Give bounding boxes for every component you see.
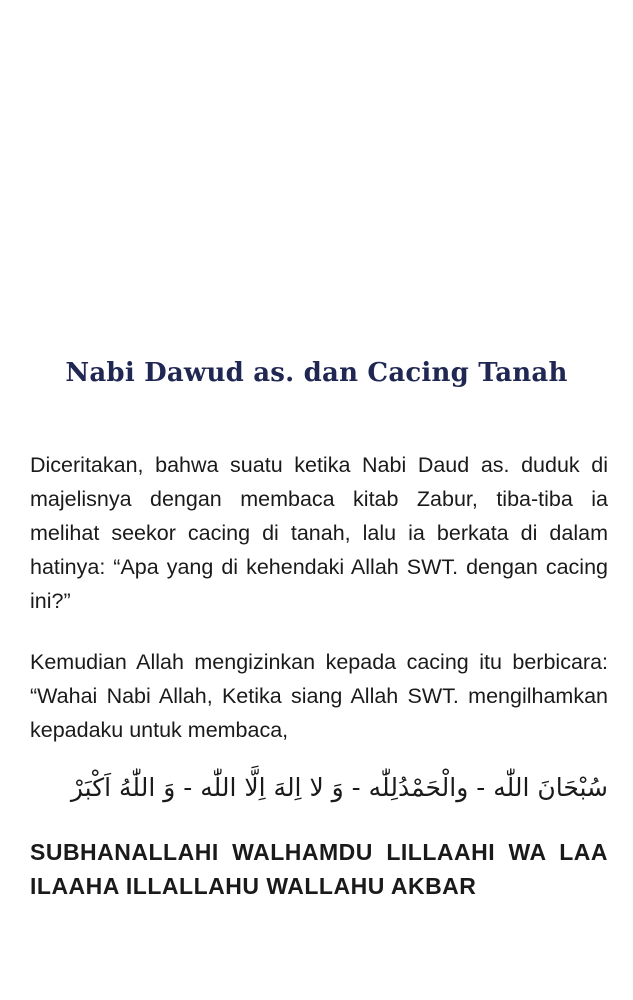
story-paragraph-1: Diceritakan, bahwa suatu ketika Nabi Daud as. duduk di majelisnya dengan membaca kitab Zabur, tiba-tiba ia melihat seekor cacing di tanah, lalu ia berkata di dalam hatinya: “Apa yang di kehendaki Allah SWT. dengan cacing ini?” bbox=[30, 453, 608, 613]
latin-dhikr: SUBHANALLAHI WALHAMDU LILLAAHI WA LAA ILAAHA ILLALLAHU WALLAHU AKBAR bbox=[30, 839, 608, 899]
story-title: Nabi Dawud as. dan Cacing Tanah bbox=[65, 358, 568, 388]
story-paragraph-2: Kemudian Allah mengizinkan kepada cacing itu berbicara: “Wahai Nabi Allah, Ketika siang Allah SWT. mengilhamkan kepadaku untuk membaca, bbox=[30, 650, 608, 742]
arabic-dhikr: سُبْحَانَ اللّٰه - والْحَمْدُلِلّٰه - وَ لا اِلهَ اِلَّا اللّٰه - وَ اللّٰهُ اَكْبَرْ bbox=[70, 773, 608, 802]
